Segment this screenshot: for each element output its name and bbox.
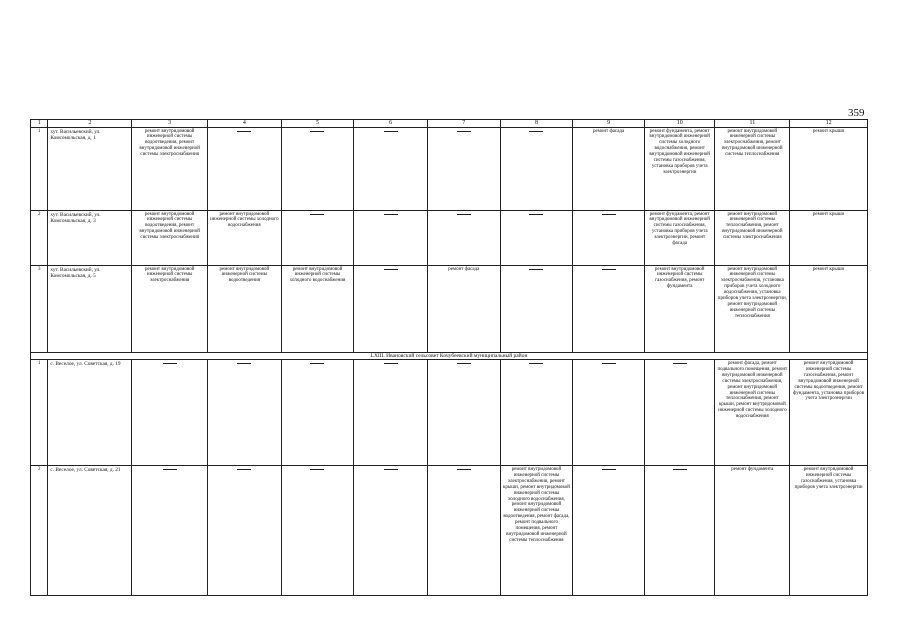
work-cell: ремонт внутридомовой инженерной системы холодного водоснабжения bbox=[208, 210, 282, 265]
work-cell: ремонт внутридомовой инженерной системы водоотведения, ремонт внутридомовой инженерной системы электроснабжения bbox=[132, 127, 208, 210]
work-cell: ремонт внутридомовой инженерной системы теплоснабжения, ремонт внутридомовой инженерной системы электроснабжения bbox=[715, 210, 790, 265]
work-cell: ремонт внутридомовой инженерной системы электроснабжения, ремонт внутридомовой инженерной системы теплоснабжения bbox=[715, 127, 790, 210]
work-cell: ремонт внутридомовой инженерной системы электроснабжения, ремонт крыши, ремонт внутридомовой инженерной системы холодного водоснабжения, ремонт внутридомовой инженерной системы водоотведения, ремонт фасада, ремонт подвального помещения, ремонт внутридомовой инженерной системы теплоснабжения bbox=[500, 466, 573, 596]
empty-cell bbox=[354, 466, 428, 596]
work-cell: ремонт внутридомовой инженерной системы водоотведения bbox=[208, 265, 282, 352]
dash-mark bbox=[310, 363, 324, 364]
column-header: 3 bbox=[132, 120, 208, 128]
empty-cell bbox=[208, 127, 282, 210]
dash-mark bbox=[384, 363, 398, 364]
dash-mark bbox=[602, 214, 616, 215]
empty-cell bbox=[427, 466, 500, 596]
work-cell: ремонт внутридомовой инженерной системы электроснабжения, установка приборов учета холодного водоснабжения, установка приборов учета электроэнергии, ремонт внутридомовой инженерной системы теплоснабжения bbox=[715, 265, 790, 352]
column-header: 10 bbox=[644, 120, 715, 128]
empty-cell bbox=[208, 466, 282, 596]
empty-cell bbox=[354, 127, 428, 210]
dash-mark bbox=[602, 363, 616, 364]
dash-mark bbox=[163, 469, 177, 470]
dash-mark bbox=[384, 131, 398, 132]
dash-mark bbox=[310, 214, 324, 215]
empty-cell bbox=[281, 466, 354, 596]
dash-mark bbox=[384, 469, 398, 470]
address-cell: хут. Васильевский, ул. Комсомольская, д. 5 bbox=[48, 265, 132, 352]
empty-cell bbox=[132, 360, 208, 466]
empty-cell bbox=[573, 210, 645, 265]
empty-cell bbox=[354, 210, 428, 265]
table-row bbox=[31, 210, 868, 265]
page-number: 359 bbox=[848, 107, 865, 119]
work-cell: ремонт внутридомовой инженерной системы электроснабжения bbox=[132, 265, 208, 352]
column-header: 5 bbox=[281, 120, 354, 128]
repair-schedule-table bbox=[30, 119, 868, 596]
work-cell: ремонт крыши bbox=[790, 127, 868, 210]
empty-cell bbox=[500, 360, 573, 466]
dash-mark bbox=[673, 363, 687, 364]
empty-cell bbox=[573, 265, 645, 352]
section-row bbox=[31, 352, 868, 359]
work-cell: ремонт внутридомовой инженерной системы холодного водоснабжения bbox=[281, 265, 354, 352]
work-cell: ремонт крыши bbox=[790, 210, 868, 265]
column-header: 7 bbox=[427, 120, 500, 128]
dash-mark bbox=[163, 363, 177, 364]
column-header: 12 bbox=[790, 120, 868, 128]
dash-mark bbox=[602, 469, 616, 470]
dash-mark bbox=[457, 131, 471, 132]
empty-cell bbox=[427, 210, 500, 265]
column-header: 4 bbox=[208, 120, 282, 128]
dash-mark bbox=[237, 363, 251, 364]
dash-mark bbox=[384, 214, 398, 215]
address-cell: с. Веселое, ул. Советская, д. 21 bbox=[48, 466, 132, 596]
dash-mark bbox=[529, 363, 543, 364]
work-cell: ремонт внутридомовой инженерной системы газоснабжения, ремонт внутридомовой инженерной системы водоотведения, ремонт фундамента, установка приборов учета электроэнергии bbox=[790, 360, 868, 466]
dash-mark bbox=[457, 469, 471, 470]
row-number-cell: 2 bbox=[31, 466, 48, 596]
column-header: 9 bbox=[573, 120, 645, 128]
row-number-cell: 3 bbox=[31, 265, 48, 352]
table-row bbox=[31, 127, 868, 210]
empty-cell bbox=[573, 360, 645, 466]
empty-cell bbox=[132, 466, 208, 596]
empty-cell bbox=[427, 360, 500, 466]
dash-mark bbox=[457, 363, 471, 364]
empty-cell bbox=[208, 360, 282, 466]
empty-cell bbox=[500, 265, 573, 352]
work-cell: ремонт крыши bbox=[790, 265, 868, 352]
address-cell: с. Веселое, ул. Советская, д. 19 bbox=[48, 360, 132, 466]
row-number-cell: 2 bbox=[31, 210, 48, 265]
column-header: 1 bbox=[31, 120, 48, 128]
address-cell: хут. Васильевский, ул. Комсомольская, д. 3 bbox=[48, 210, 132, 265]
column-header: 2 bbox=[48, 120, 132, 128]
table-row bbox=[31, 265, 868, 352]
address-cell: хут. Васильевский, ул. Комсомольская, д. 1 bbox=[48, 127, 132, 210]
dash-mark bbox=[529, 214, 543, 215]
empty-cell bbox=[644, 360, 715, 466]
work-cell: ремонт внутридомовой инженерной системы газоснабжения, установка приборов учета электроэнергии bbox=[790, 466, 868, 596]
work-cell: ремонт внутридомовой инженерной системы газоснабжения, ремонт фундамента bbox=[644, 265, 715, 352]
empty-cell bbox=[281, 210, 354, 265]
empty-cell bbox=[573, 466, 645, 596]
table-row bbox=[31, 466, 868, 596]
empty-cell bbox=[500, 210, 573, 265]
dash-mark bbox=[310, 131, 324, 132]
dash-mark bbox=[384, 269, 398, 270]
column-number-row bbox=[31, 120, 868, 128]
dash-mark bbox=[310, 469, 324, 470]
work-cell: ремонт фасада, ремонт подвального помещения, ремонт внутридомовой инженерной системы электроснабжения, ремонт внутридомовой инженерной системы теплоснабжения, ремонт крыши, ремонт внутридомовой инженерной системы холодного водоснабжения bbox=[715, 360, 790, 466]
dash-mark bbox=[457, 214, 471, 215]
work-cell: ремонт фундамента bbox=[715, 466, 790, 596]
section-title: LXIII. Ивановский сельсовет Кочубеевский муниципальный район bbox=[31, 352, 868, 359]
column-header: 6 bbox=[354, 120, 428, 128]
empty-cell bbox=[354, 265, 428, 352]
work-cell: ремонт фундамента, ремонт внутридомовой инженерной системы газоснабжения, установка приборов учета электроэнергии, ремонт фасада bbox=[644, 210, 715, 265]
work-cell: ремонт фасада bbox=[427, 265, 500, 352]
work-cell: ремонт фасада bbox=[573, 127, 645, 210]
empty-cell bbox=[500, 127, 573, 210]
work-cell: ремонт фундамента, ремонт внутридомовой инженерной системы холодного водоснабжения, ремонт внутридомовой инженерной системы газоснабжения, установка приборов учета электроэнергии bbox=[644, 127, 715, 210]
empty-cell bbox=[427, 127, 500, 210]
empty-cell bbox=[354, 360, 428, 466]
row-number-cell: 1 bbox=[31, 360, 48, 466]
column-header: 11 bbox=[715, 120, 790, 128]
row-number-cell: 1 bbox=[31, 127, 48, 210]
empty-cell bbox=[281, 127, 354, 210]
column-header: 8 bbox=[500, 120, 573, 128]
dash-mark bbox=[673, 469, 687, 470]
dash-mark bbox=[237, 469, 251, 470]
dash-mark bbox=[529, 131, 543, 132]
work-cell: ремонт внутридомовой инженерной системы водоотведения, ремонт внутридомовой инженерной системы электроснабжения bbox=[132, 210, 208, 265]
empty-cell bbox=[281, 360, 354, 466]
dash-mark bbox=[237, 131, 251, 132]
dash-mark bbox=[529, 269, 543, 270]
dash-mark bbox=[602, 269, 616, 270]
table-row bbox=[31, 360, 868, 466]
empty-cell bbox=[644, 466, 715, 596]
